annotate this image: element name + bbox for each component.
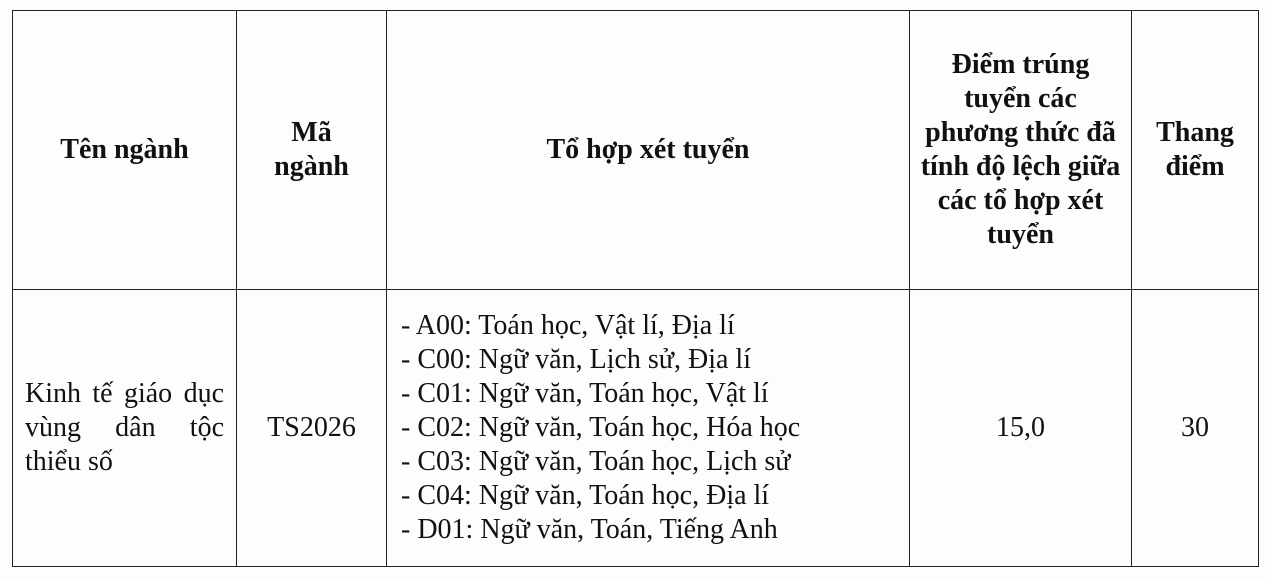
admission-score-table bbox=[12, 10, 1259, 567]
combination-item: - A00: Toán học, Vật lí, Địa lí bbox=[401, 309, 735, 341]
header-major-code: Mã ngành bbox=[237, 11, 387, 290]
combination-item: - C00: Ngữ văn, Lịch sử, Địa lí bbox=[401, 343, 751, 375]
combination-item: - C02: Ngữ văn, Toán học, Hóa học bbox=[401, 411, 801, 443]
header-subject-combinations: Tổ hợp xét tuyển bbox=[387, 11, 910, 290]
header-score-scale: Thang điểm bbox=[1132, 11, 1259, 290]
header-major-name: Tên ngành bbox=[13, 11, 237, 290]
subject-combinations-cell bbox=[387, 289, 910, 567]
combination-item: - D01: Ngữ văn, Toán, Tiếng Anh bbox=[401, 513, 778, 545]
admission-score-cell: 15,0 bbox=[910, 289, 1132, 567]
header-admission-score: Điểm trúng tuyển các phương thức đã tính độ lệch giữa các tổ hợp xét tuyển bbox=[910, 11, 1132, 290]
score-scale-cell: 30 bbox=[1132, 289, 1259, 567]
combination-item: - C04: Ngữ văn, Toán học, Địa lí bbox=[401, 479, 770, 511]
major-code-cell: TS2026 bbox=[237, 289, 387, 567]
table-header-row bbox=[13, 11, 1259, 290]
combination-item: - C03: Ngữ văn, Toán học, Lịch sử bbox=[401, 445, 791, 477]
combination-item: - C01: Ngữ văn, Toán học, Vật lí bbox=[401, 377, 769, 409]
major-name-cell: Kinh tế giáo dục vùng dân tộc thiểu số bbox=[13, 289, 237, 567]
table-row bbox=[13, 289, 1259, 567]
